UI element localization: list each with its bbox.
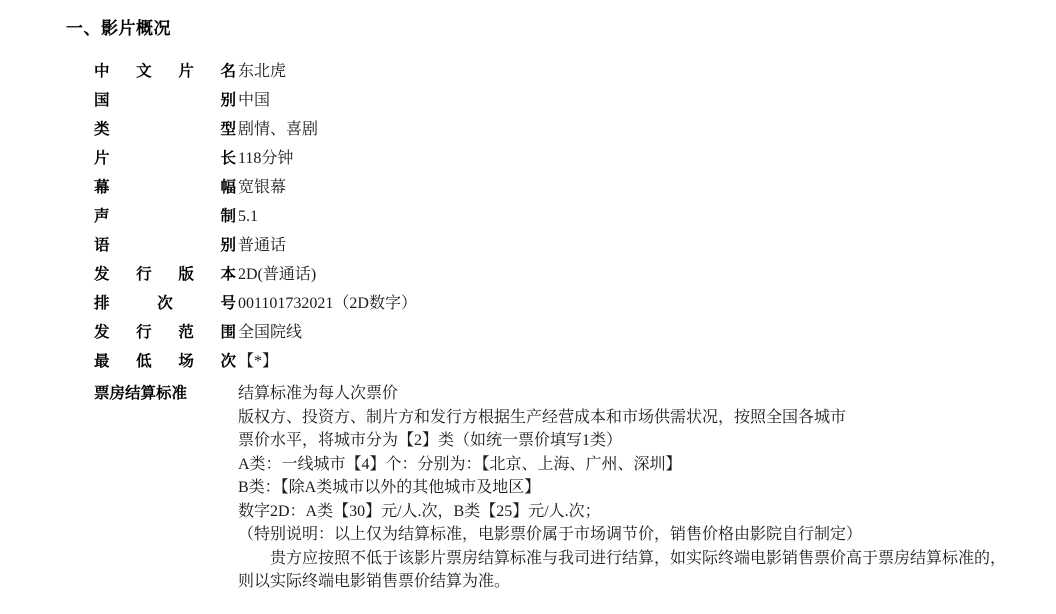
field-label-genre: 类 型 <box>94 121 236 138</box>
box-office-settlement-section <box>94 382 1016 594</box>
field-label-screen-format: 幕 幅 <box>94 179 236 196</box>
field-label-release-scope: 发 行 范 围 <box>94 324 236 341</box>
field-row <box>94 264 1016 286</box>
field-value-release-scope: 全国院线 <box>238 324 303 341</box>
field-value-screen-format: 宽银幕 <box>238 179 287 196</box>
field-value-serial-number: 001101732021（2D数字） <box>238 295 417 312</box>
field-label-country: 国 别 <box>94 92 236 109</box>
field-row <box>94 119 1016 141</box>
settlement-line: 数字2D：A类【30】元/人.次，B类【25】元/人.次； <box>238 502 601 520</box>
field-row <box>94 293 1016 315</box>
field-label-sound-format: 声 制 <box>94 208 236 225</box>
field-label-duration: 片 长 <box>94 150 236 167</box>
settlement-standard-body <box>236 382 1016 594</box>
settlement-line: （特别说明：以上仅为结算标准，电影票价属于市场调节价，销售价格由影院自行制定） <box>238 526 863 543</box>
settlement-line: B类：【除A类城市以外的其他城市及地区】 <box>238 479 541 496</box>
field-value-language: 普通话 <box>238 237 287 254</box>
field-row <box>94 177 1016 199</box>
field-row <box>94 148 1016 170</box>
field-row <box>94 206 1016 228</box>
field-label-serial-number: 排 次 号 <box>94 295 236 312</box>
field-value-country: 中国 <box>238 92 271 109</box>
field-row <box>94 61 1016 83</box>
film-overview-field-list <box>94 61 1016 594</box>
page-title: 一、影片概况 <box>66 19 171 38</box>
field-label-minimum-sessions: 最 低 场 次 <box>94 353 236 370</box>
field-label-release-version: 发 行 版 本 <box>94 266 236 283</box>
field-value-sound-format: 5.1 <box>238 208 258 225</box>
settlement-line: 票价水平，将城市分为【2】类（如统一票价填写1类） <box>238 432 623 449</box>
settlement-line: 结算标准为每人次票价 <box>238 385 399 402</box>
field-value-release-version: 2D(普通话) <box>238 266 317 283</box>
field-value-chinese-title: 东北虎 <box>238 63 287 80</box>
field-label-chinese-title: 中 文 片 名 <box>94 63 236 80</box>
field-value-minimum-sessions: 【*】 <box>238 353 279 370</box>
settlement-line: 版权方、投资方、制片方和发行方根据生产经营成本和市场供需状况，按照全国各城市 <box>238 408 847 426</box>
field-row <box>94 90 1016 112</box>
field-value-genre: 剧情、喜剧 <box>238 121 319 138</box>
field-label-settlement-standard: 票房结算标准 <box>94 385 188 402</box>
field-value-duration: 118分钟 <box>238 150 294 167</box>
settlement-line: A类：一线城市【4】个：分别为：【北京、上海、广州、深圳】 <box>238 455 682 473</box>
settlement-paragraph: 贵方应按照不低于该影片票房结算标准与我司进行结算，如实际终端电影销售票价高于票房结算标准的，则以实际终端电影销售票价结算为准。 <box>238 549 1007 590</box>
field-row <box>94 351 1016 373</box>
field-row <box>94 322 1016 344</box>
field-label-language: 语 别 <box>94 237 236 254</box>
field-row <box>94 235 1016 257</box>
